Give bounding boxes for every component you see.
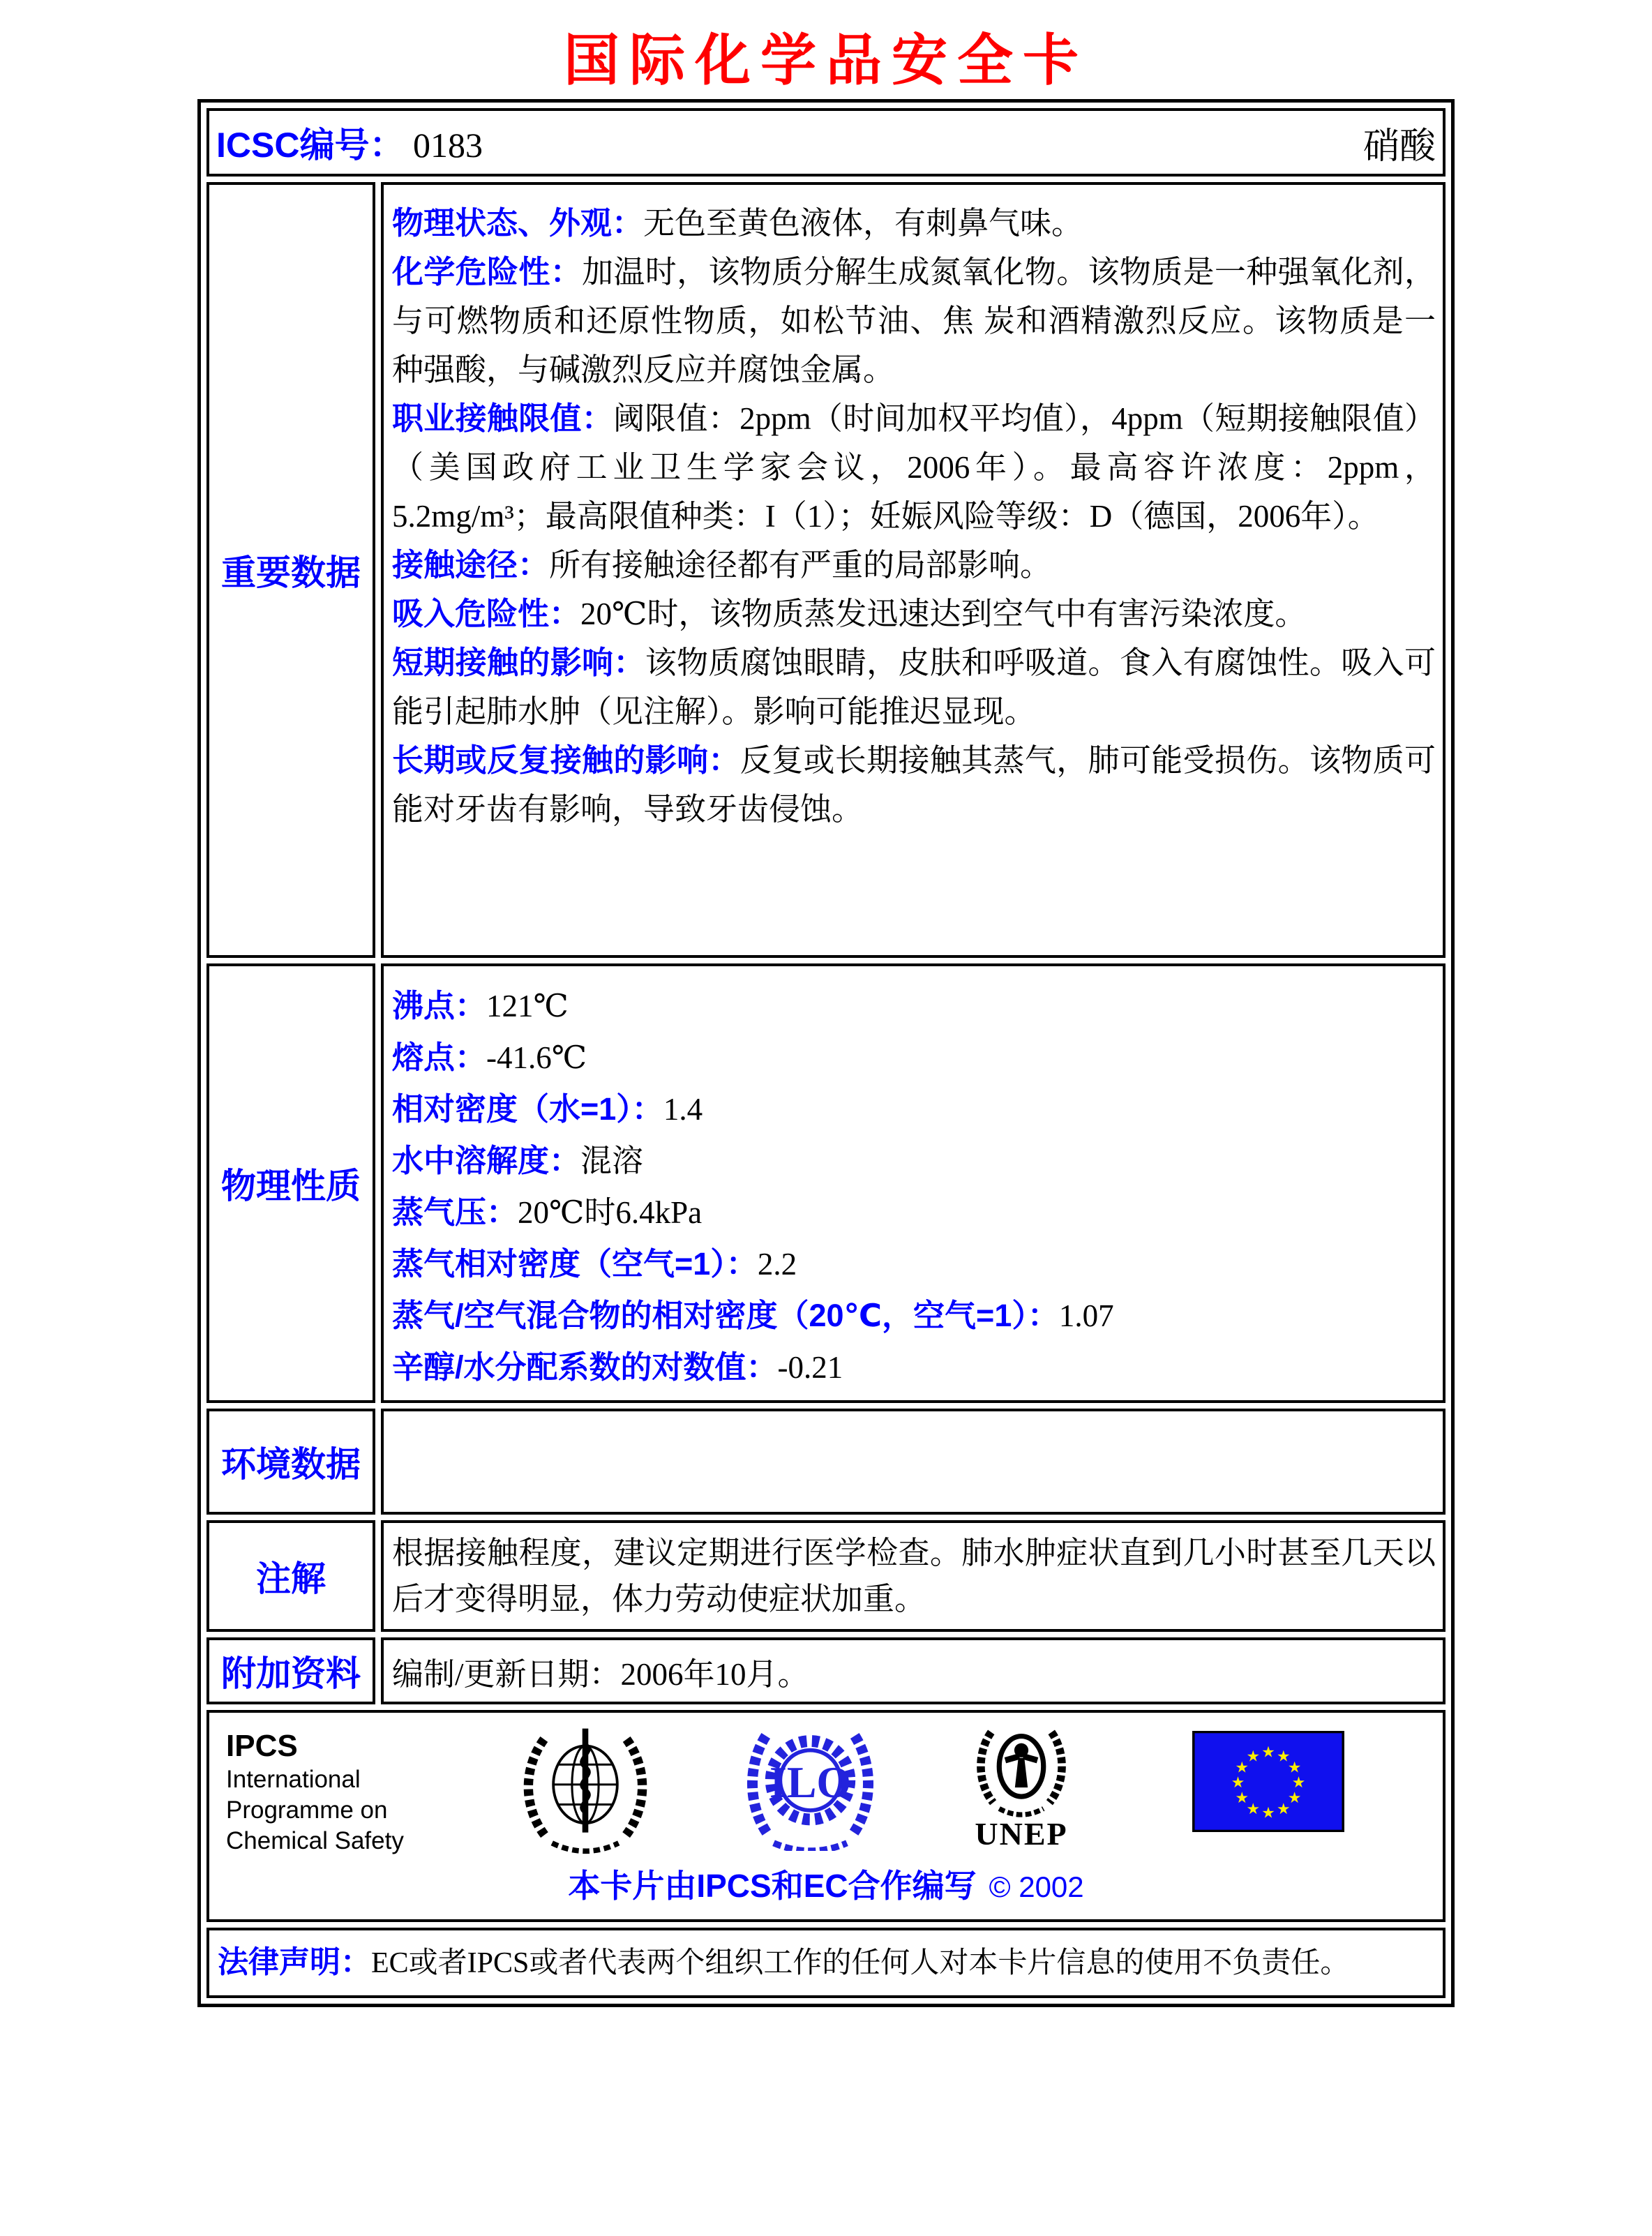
field-vapor-pressure: 蒸气压：20℃时6.4kPa — [392, 1194, 703, 1230]
svg-text:★: ★ — [1246, 1800, 1260, 1818]
section-title: 重要数据 — [221, 553, 361, 592]
svg-text:★: ★ — [1231, 1774, 1245, 1792]
section-environmental-data-content — [381, 1409, 1446, 1515]
unep-label: UNEP — [975, 1816, 1068, 1852]
svg-text:★: ★ — [1291, 1774, 1306, 1792]
additional-info-text: 编制/更新日期：2006年10月。 — [392, 1657, 809, 1692]
notes-text: 根据接触程度，建议定期进行医学检查。肺水肿症状直到几小时甚至几天以后才变得明显，体力劳动使症状加重。 — [392, 1536, 1436, 1616]
page-title: 国际化学品安全卡 — [564, 31, 1088, 92]
section-environmental-data-header — [206, 1409, 375, 1515]
chemical-name: 硝酸 — [1362, 126, 1436, 167]
section-physical-properties-header — [206, 963, 375, 1403]
section-physical-properties — [206, 963, 1446, 1403]
section-title: 物理性质 — [221, 1166, 361, 1206]
legal-statement — [206, 1928, 1446, 1998]
section-additional-info — [206, 1637, 1446, 1704]
svg-text:★: ★ — [1235, 1789, 1249, 1807]
who-logo-icon — [512, 1725, 659, 1854]
field-vapor-density: 蒸气相对密度（空气=1）：2.2 — [392, 1246, 797, 1282]
header-row — [206, 108, 1446, 177]
unep-logo-icon — [969, 1725, 1074, 1852]
svg-text:ILO: ILO — [769, 1757, 851, 1808]
field-long-term-effects: 长期或反复接触的影响：反复或长期接触其蒸气，肺可能受损伤。该物质可能对牙齿有影响，导致牙齿侵蚀。 — [392, 742, 1436, 827]
copyright: © 2002 — [989, 1870, 1084, 1903]
icsc-number-value: 0183 — [412, 126, 483, 165]
section-important-data-header — [206, 182, 375, 958]
section-notes — [206, 1520, 1446, 1632]
field-inhalation-risk: 吸入危险性：20℃时，该物质蒸发迅速达到空气中有害污染浓度。 — [392, 596, 1307, 631]
ipcs-text-block: IPCS International Programme on Chemical Safety — [226, 1725, 435, 1856]
legal-text: EC或者IPCS或者代表两个组织工作的任何人对本卡片信息的使用不负责任。 — [371, 1947, 1350, 1979]
section-important-data-content — [381, 182, 1446, 958]
section-title: 环境数据 — [221, 1445, 361, 1484]
icsc-number-label: ICSC编号： — [216, 126, 405, 165]
field-boiling-point: 沸点：121℃ — [392, 988, 569, 1023]
icsc-number-group — [216, 117, 483, 167]
field-melting-point: 熔点：-41.6℃ — [392, 1040, 587, 1075]
section-title: 附加资料 — [221, 1654, 361, 1693]
section-environmental-data — [206, 1409, 1446, 1515]
field-vapor-air-density: 蒸气/空气混合物的相对密度（20℃，空气=1）：1.07 — [392, 1298, 1114, 1333]
ipcs-acronym: IPCS — [226, 1729, 298, 1763]
section-additional-info-header — [206, 1637, 375, 1704]
field-exposure-routes: 接触途径：所有接触途径都有严重的局部影响。 — [392, 547, 1052, 583]
field-octanol-water: 辛醇/水分配系数的对数值：-0.21 — [392, 1349, 843, 1385]
cooperation-caption: 本卡片由IPCS和EC合作编写 © 2002 — [568, 1868, 1084, 1904]
organizations-footer — [206, 1710, 1446, 1922]
field-physical-state: 物理状态、外观：无色至黄色液体，有刺鼻气味。 — [392, 205, 1083, 241]
eu-flag-icon — [1192, 1725, 1344, 1832]
field-chemical-danger: 化学危险性：加温时，该物质分解生成氮氧化物。该物质是一种强氧化剂，与可燃物质和还原性物质，如松节油、焦 炭和酒精激烈反应。该物质是一种强酸，与碱激烈反应并腐蚀金属。 — [392, 254, 1436, 387]
section-physical-properties-content — [381, 963, 1446, 1403]
section-notes-header — [206, 1520, 375, 1632]
field-occupational-limits: 职业接触限值：阈限值：2ppm（时间加权平均值），4ppm（短期接触限值）（美国政府工业卫生学家会议，2006年）。最高容许浓度：2ppm，5.2mg/m³；最高限值种类：I（1）；妊娠风险等级：D（德国，2006年）。 — [392, 400, 1436, 534]
ilo-logo-icon — [742, 1725, 878, 1851]
field-relative-density: 相对密度（水=1）：1.4 — [392, 1091, 703, 1127]
svg-text:★: ★ — [1277, 1748, 1291, 1766]
svg-text:★: ★ — [1287, 1789, 1302, 1807]
field-short-term-effects: 短期接触的影响：该物质腐蚀眼睛，皮肤和呼吸道。食入有腐蚀性。吸入可能引起肺水肿（见注解）。影响可能推迟显现。 — [392, 645, 1436, 729]
svg-text:★: ★ — [1246, 1748, 1260, 1766]
section-important-data — [206, 182, 1446, 958]
field-water-solubility: 水中溶解度：混溶 — [392, 1143, 644, 1178]
svg-text:★: ★ — [1261, 1743, 1275, 1762]
section-additional-info-content — [381, 1637, 1446, 1704]
section-title: 注解 — [256, 1559, 326, 1598]
svg-text:★: ★ — [1235, 1759, 1249, 1777]
svg-text:★: ★ — [1261, 1804, 1275, 1822]
section-notes-content — [381, 1520, 1446, 1632]
svg-text:★: ★ — [1287, 1759, 1302, 1777]
legal-label: 法律声明： — [218, 1945, 371, 1979]
icsc-card — [197, 99, 1455, 2007]
svg-text:★: ★ — [1277, 1800, 1291, 1818]
